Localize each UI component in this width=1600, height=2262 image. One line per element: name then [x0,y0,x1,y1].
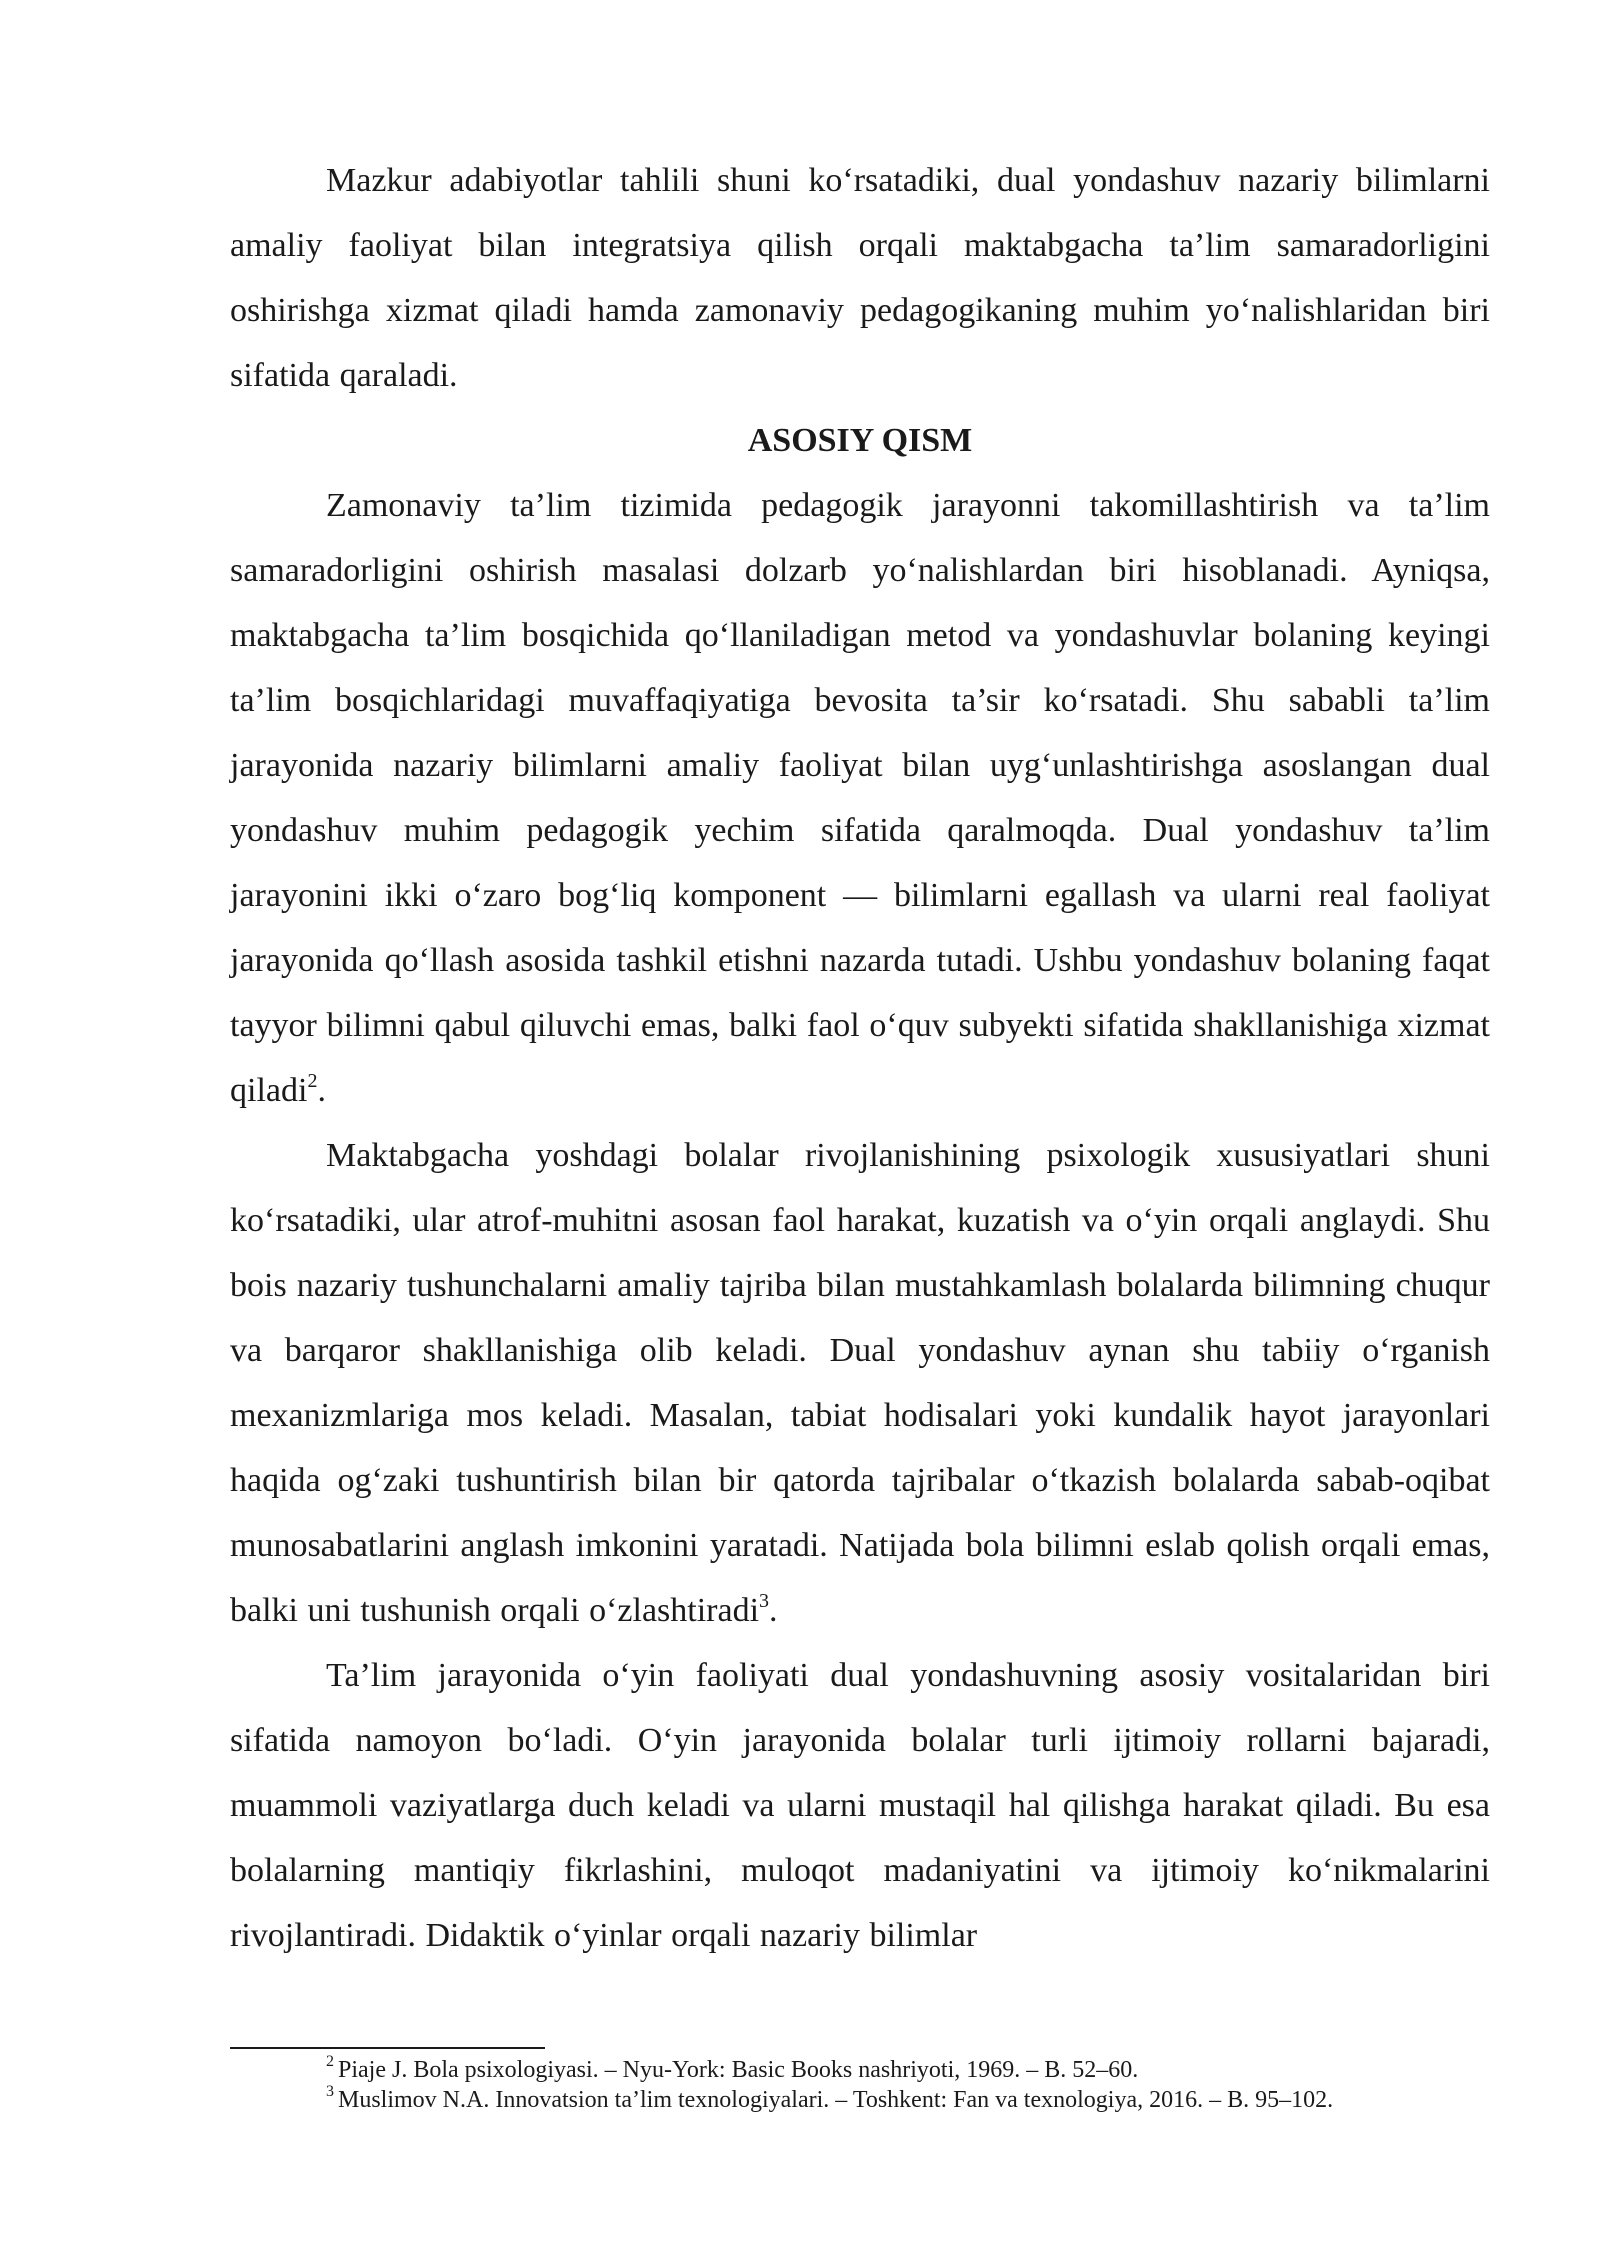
body-paragraph-3: Ta’lim jarayonida o‘yin faoliyati dual yondashuvning asosiy vositalaridan biri sifatida namoyon bo‘ladi. O‘yin jarayonida bolalar turli ijtimoiy rollarni bajaradi, muammoli vaziyatlarga duch keladi va ularni mustaqil hal qilishga harakat qiladi. Bu esa bolalarning mantiqiy fikrlashini, muloqot madaniyatini va ijtimoiy ko‘nikmalarini rivojlantiradi. Didaktik o‘yinlar orqali nazariy bilimlar [230,1657,1490,1954]
footnote-number: 2 [326,2053,334,2070]
footnote-ref[interactable]: 2 [307,1069,318,1092]
footnote-number: 3 [326,2083,334,2100]
body-paragraph-2 [230,1123,1490,1643]
footnote-text: Piaje J. Bola psixologiyasi. – Nyu-York: Basic Books nashriyoti, 1969. – B. 52–60. [338,2057,1139,2083]
footnotes [230,2047,1490,2115]
footnote-separator [230,2047,545,2049]
footnote-ref[interactable]: 3 [759,1589,770,1612]
footnote-text: Muslimov N.A. Innovatsion ta’lim texnologiyalari. – Toshkent: Fan va texnologiya, 2016. – B. 95–102. [338,2087,1334,2113]
section-heading: ASOSIY QISM [747,422,973,459]
footnote-item [230,2055,1490,2085]
body-paragraph-1 [230,473,1490,1123]
paragraph-text: Zamonaviy ta’lim tizimida pedagogik jarayonni takomillashtirish va ta’lim samaradorligini oshirish masalasi dolzarb yo‘nalishlardan biri hisoblanadi. Ayniqsa, maktabgacha ta’lim bosqichida qo‘llaniladigan metod va yondashuvlar bolaning keyingi ta’lim bosqichlaridagi muvaffaqiyatiga bevosita ta’sir ko‘rsatadi. Shu sababli ta’lim jarayonida nazariy bilimlarni amaliy faoliyat bilan uyg‘unlashtirishga asoslangan dual yondashuv muhim pedagogik yechim sifatida qaralmoqda. Dual yondashuv ta’lim jarayonini ikki o‘zaro bog‘liq komponent — bilimlarni egallash va ularni real faoliyat jarayonida qo‘llash asosida tashkil etishni nazarda tutadi. Ushbu yondashuv bolaning faqat tayyor bilimni qabul qiluvchi emas, balki faol o‘quv subyekti sifatida shakllanishiga xizmat qiladi [230,487,1490,1109]
paragraph-text: Maktabgacha yoshdagi bolalar rivojlanishining psixologik xususiyatlari shuni ko‘rsatadiki, ular atrof-muhitni asosan faol harakat, kuzatish va o‘yin orqali anglaydi. Shu bois nazariy tushunchalarni amaliy tajriba bilan mustahkamlash bolalarda bilimning chuqur va barqaror shakllanishiga olib keladi. Dual yondashuv aynan shu tabiiy o‘rganish mexanizmlariga mos keladi. Masalan, tabiat hodisalari yoki kundalik hayot jarayonlari haqida og‘zaki tushuntirish bilan bir qatorda tajribalar o‘tkazish bolalarda sabab-oqibat munosabatlarini anglash imkonini yaratadi. Natijada bola bilimni eslab qolish orqali emas, balki uni tushunish orqali o‘zlashtiradi [230,1137,1490,1629]
document-body [230,148,1490,1968]
intro-paragraph: Mazkur adabiyotlar tahlili shuni ko‘rsatadiki, dual yondashuv nazariy bilimlarni amaliy faoliyat bilan integratsiya qilish orqali maktabgacha ta’lim samaradorligini oshirishga xizmat qiladi hamda zamonaviy pedagogikaning muhim yo‘nalishlaridan biri sifatida qaraladi. [230,162,1490,394]
paragraph-period: . [769,1592,778,1629]
paragraph-period: . [317,1072,326,1109]
footnote-item [230,2085,1490,2115]
